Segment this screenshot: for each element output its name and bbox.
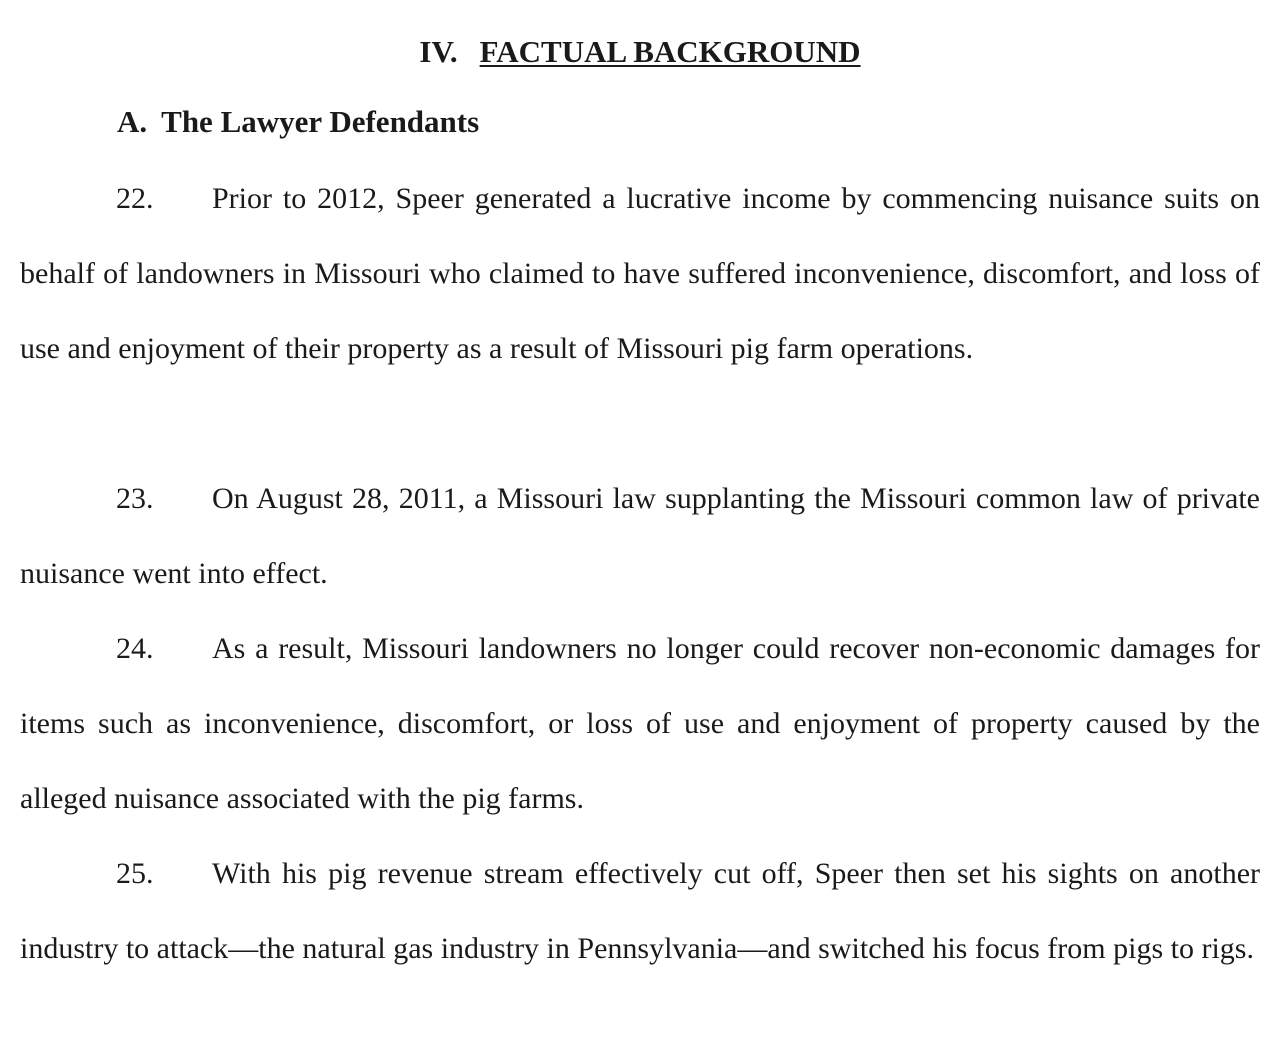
paragraph-text: With his pig revenue stream effectively cut off, Speer then set his sights on another industry to attack—the natural gas industry in Pennsylvania—and switched his focus from pigs to rigs. (20, 857, 1260, 965)
paragraph-number: 25. (116, 857, 154, 890)
paragraph-22 (20, 161, 1260, 386)
paragraph-text: As a result, Missouri landowners no longer could recover non-economic damages for items such as inconvenience, discomfort, or loss of use and enjoyment of property caused by the alleged nuisance associated with the pig farms. (20, 632, 1260, 815)
subsection-letter: A. (117, 104, 148, 139)
paragraph-25 (20, 836, 1260, 986)
paragraph-23 (20, 461, 1260, 611)
subsection-heading (117, 102, 479, 142)
paragraph-text: Prior to 2012, Speer generated a lucrative income by commencing nuisance suits on behalf of landowners in Missouri who claimed to have suffered inconvenience, discomfort, and loss of use and enjoyment of their property as a result of Missouri pig farm operations. (20, 182, 1260, 365)
paragraph-number: 23. (116, 482, 154, 515)
section-title: FACTUAL BACKGROUND (479, 34, 861, 69)
section-number: IV. (419, 34, 458, 69)
paragraph-text: On August 28, 2011, a Missouri law supplanting the Missouri common law of private nuisance went into effect. (20, 482, 1260, 590)
subsection-title: The Lawyer Defendants (161, 104, 480, 139)
paragraph-number: 24. (116, 632, 154, 665)
paragraph-number: 22. (116, 182, 154, 215)
section-heading (20, 32, 1260, 72)
paragraph-24 (20, 611, 1260, 836)
